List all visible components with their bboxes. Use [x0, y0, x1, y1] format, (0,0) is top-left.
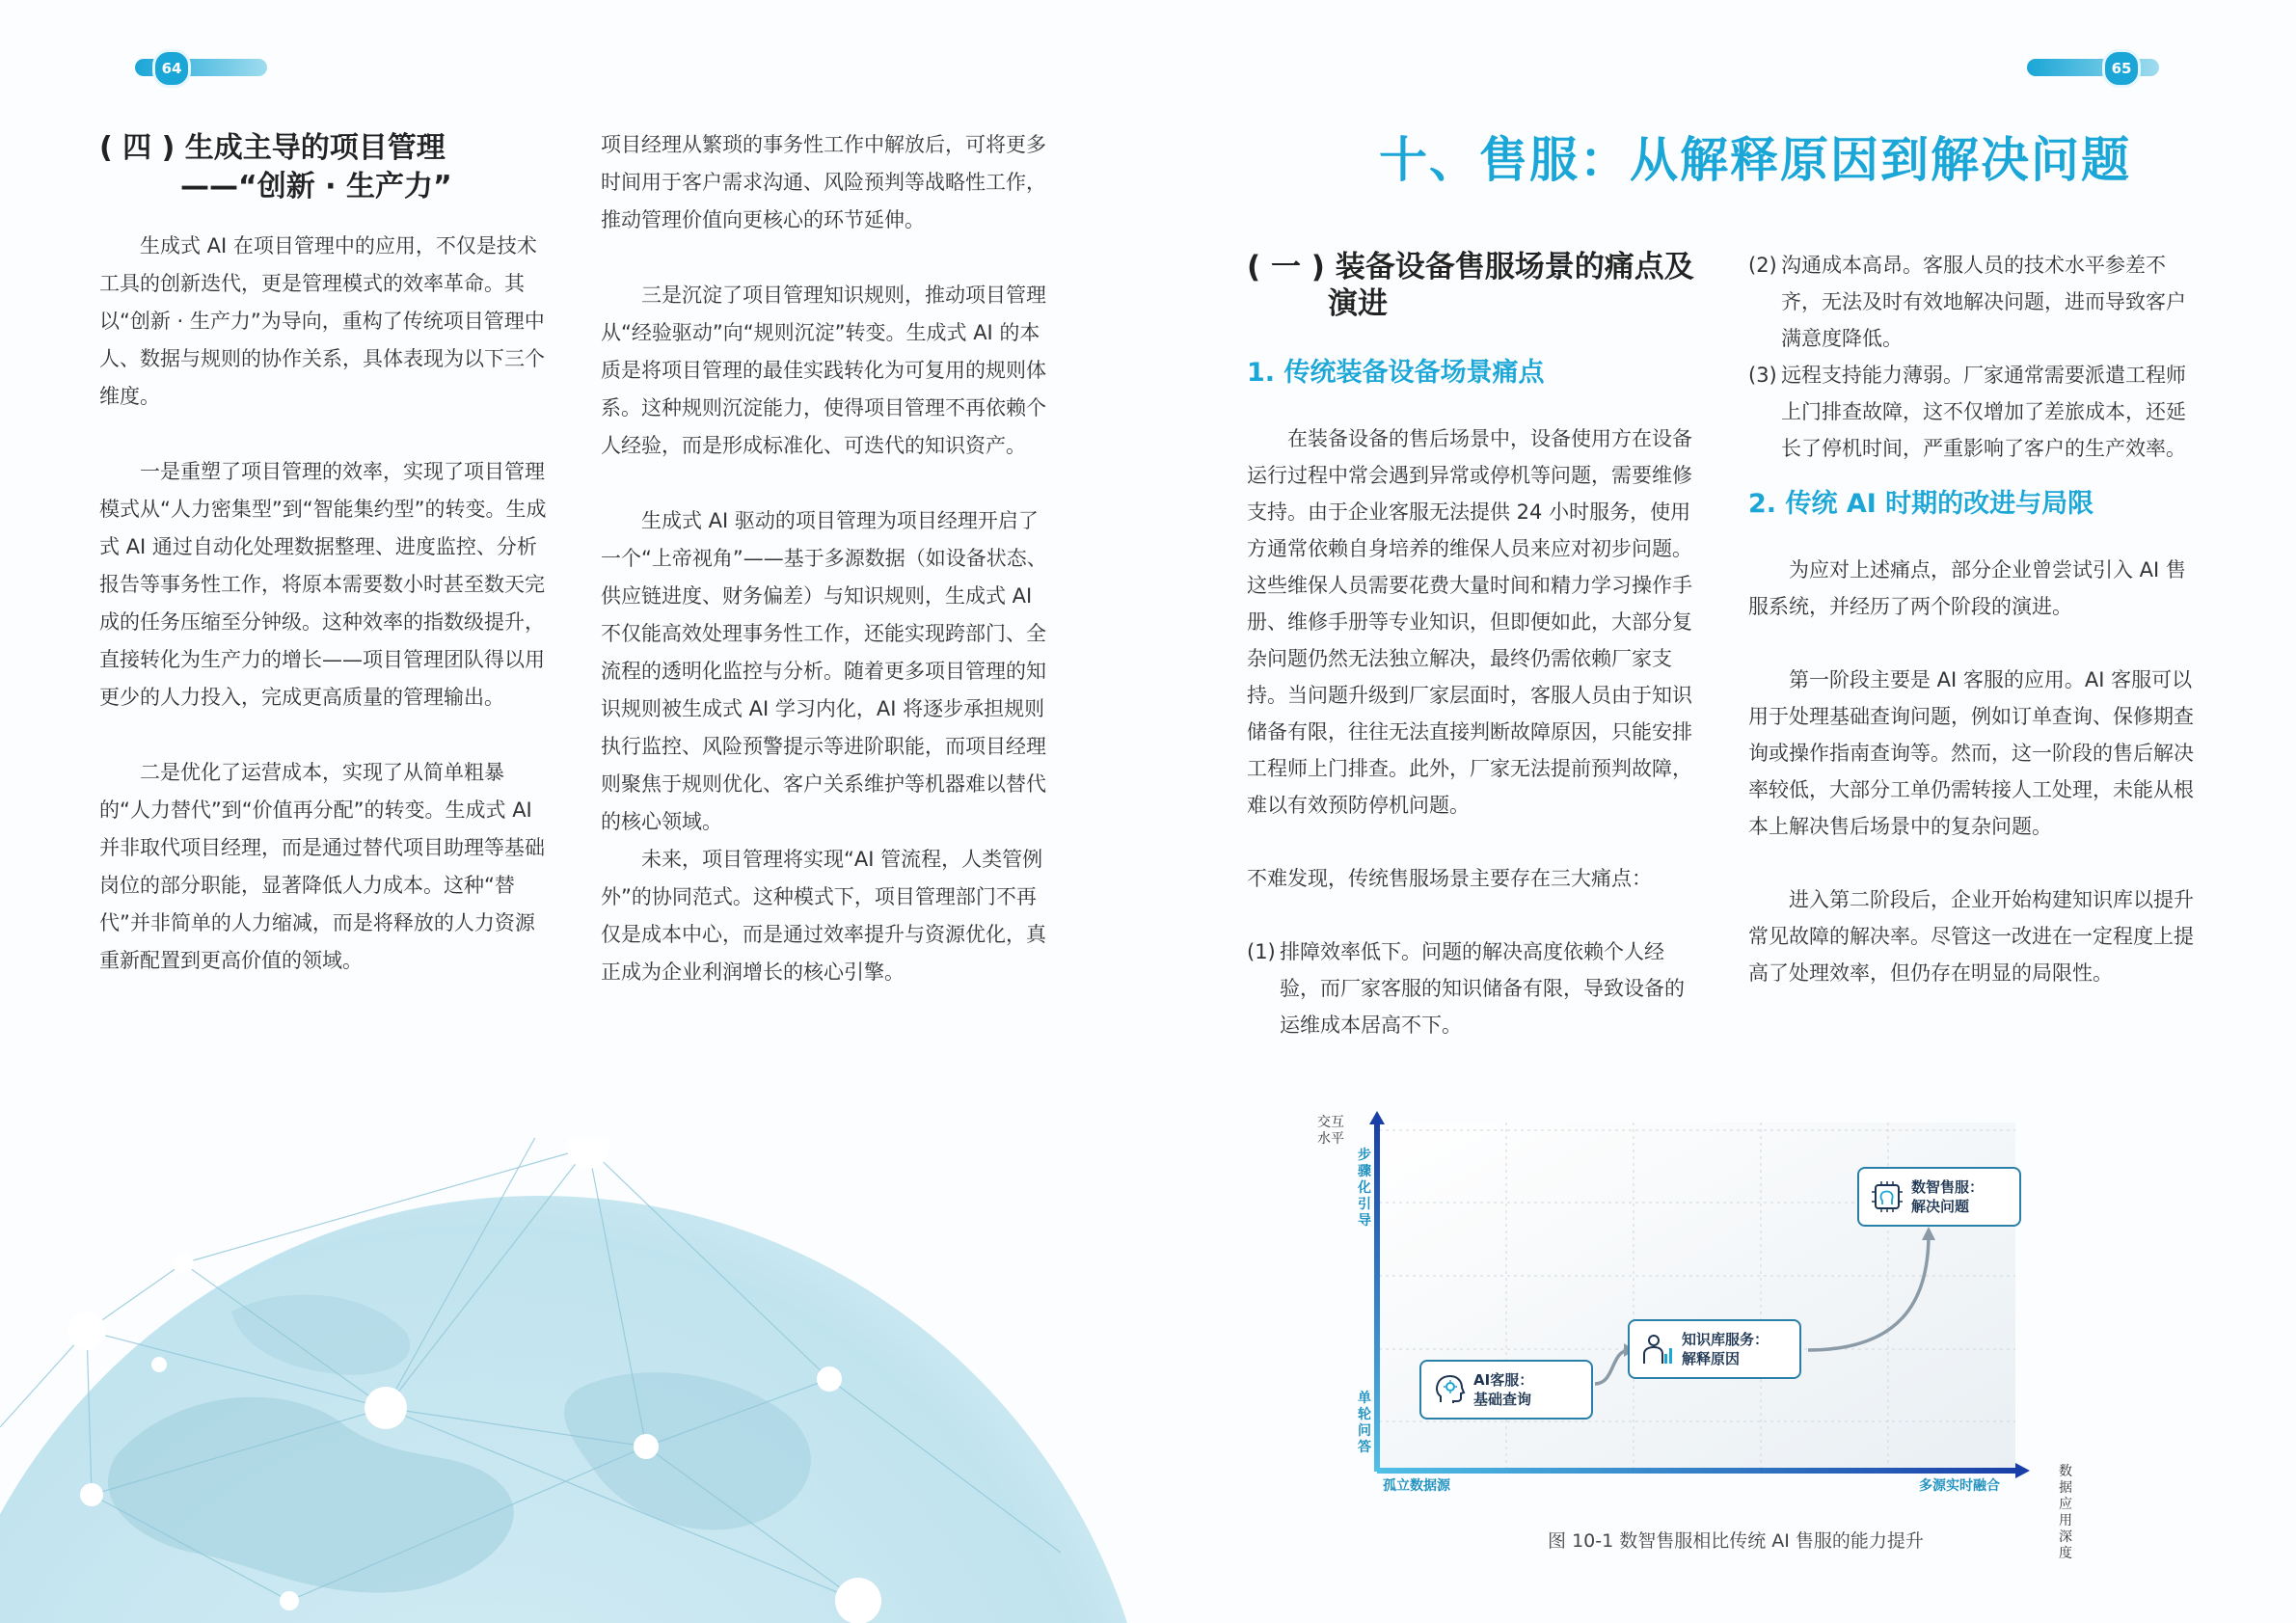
- y-axis-title: 交互水平: [1317, 1115, 1344, 1147]
- section-heading-1: [1247, 249, 1696, 322]
- paragraph: 二是优化了运营成本，实现了从简单粗暴的“人力替代”到“价值再分配”的转变。生成式 AI 并非取代项目经理，而是通过替代项目助理等基础岗位的部分职能，显著降低人力成本。这种“替代”并非简单的人力缩减，而是将释放的人力资源重新配置到更高价值的领域。: [99, 761, 545, 972]
- right-column-a: [1247, 249, 1696, 1043]
- node-ai-customer-service: [1419, 1360, 1593, 1420]
- chip-head-icon: [1871, 1180, 1904, 1213]
- globe-network-illustration: [0, 1138, 1196, 1623]
- left-column-1: [99, 129, 548, 1017]
- list-number: (2): [1748, 254, 1777, 277]
- section-heading-line2: 演进: [1328, 286, 1388, 321]
- node-smart-after-sales: [1857, 1167, 2021, 1227]
- paragraph: 一是重塑了项目管理的效率，实现了项目管理模式从“人力密集型”到“智能集约型”的转变。生成式 AI 通过自动化处理数据整理、进度监控、分析报告等事务性工作，将原本需要数小时甚至数天完成的任务压缩至分钟级。这种效率的指数级提升，直接转化为生产力的增长——项目管理团队得以用更少的人力投入，完成更高质量的管理输出。: [99, 460, 547, 709]
- ai-head-icon: [1433, 1373, 1466, 1406]
- node-knowledge-base: [1628, 1319, 1801, 1379]
- person-chart-icon: [1641, 1333, 1674, 1366]
- paragraph: 不难发现，传统售服场景主要存在三大痛点：: [1247, 867, 1652, 890]
- node-desc: 解释原因: [1682, 1350, 1741, 1367]
- list-number: (1): [1247, 940, 1276, 963]
- x-left-label: 孤立数据源: [1383, 1478, 1450, 1494]
- section-heading-line1: ( 一 ) 装备设备售服场景的痛点及: [1247, 250, 1694, 284]
- chapter-title: 十、售服：从解释原因到解决问题: [1379, 132, 2131, 188]
- paragraph: 为应对上述痛点，部分企业曾尝试引入 AI 售服系统，并经历了两个阶段的演进。: [1748, 558, 2186, 618]
- paragraph: 未来，项目管理将实现“AI 管流程，人类管例外”的协同范式。这种模式下，项目管理部门不再仅是成本中心，而是通过效率提升与资源优化，真正成为企业利润增长的核心引擎。: [601, 848, 1046, 984]
- node-title: 数智售服：: [1911, 1178, 1985, 1196]
- page-number-right: 65: [2102, 49, 2141, 88]
- right-column-b: [1748, 247, 2201, 1029]
- list-text: 沟通成本高昂。客服人员的技术水平参差不齐，无法及时有效地解决问题，进而导致客户满意度降低。: [1781, 254, 2186, 350]
- paragraph: 在装备设备的售后场景中，设备使用方在设备运行过程中常会遇到异常或停机等问题，需要维修支持。由于企业客服无法提供 24 小时服务，使用方通常依赖自身培养的维保人员来应对初步问题。这些维保人员需要花费大量时间和精力学习操作手册、维修手册等专业知识，但即便如此，大部分复杂问题仍然无法独立解决，最终仍需依赖厂家支持。当问题升级到厂家层面时，客服人员由于知识储备有限，往往无法直接判断故障原因，只能安排工程师上门排查。此外，厂家无法提前预判故障，难以有效预防停机问题。: [1247, 427, 1692, 817]
- list-text: 排障效率低下。问题的解决高度依赖个人经验，而厂家客服的知识储备有限，导致设备的运维成本居高不下。: [1280, 940, 1685, 1037]
- node-title: AI客服：: [1473, 1371, 1534, 1389]
- y-bottom-label: 单轮问答: [1358, 1391, 1371, 1455]
- section-heading-line2: ——“创新 · 生产力”: [180, 170, 452, 203]
- paragraph: 第一阶段主要是 AI 客服的应用。AI 客服可以用于处理基础查询问题，例如订单查询、保修期查询或操作指南查询等。然而，这一阶段的售后解决率较低，大部分工单仍需转接人工处理，未能从根本上解决售后场景中的复杂问题。: [1748, 668, 2194, 838]
- subheading-2: 2. 传统 AI 时期的改进与局限: [1748, 489, 2094, 519]
- figure-caption: 图 10-1 数智售服相比传统 AI 售服的能力提升: [1548, 1530, 1924, 1552]
- paragraph: 项目经理从繁琐的事务性工作中解放后，可将更多时间用于客户需求沟通、风险预判等战略性工作，推动管理价值向更核心的环节延伸。: [601, 133, 1046, 231]
- list-item: [1247, 933, 1696, 1043]
- x-axis-title: 数据应用深度: [2059, 1464, 2072, 1561]
- left-column-2: [601, 126, 1049, 1029]
- section-heading-4: [99, 129, 548, 206]
- list-text: 远程支持能力薄弱。厂家通常需要派遣工程师上门排查故障，这不仅增加了差旅成本，还延长了停机时间，严重影响了客户的生产效率。: [1781, 364, 2186, 460]
- x-right-label: 多源实时融合: [1919, 1478, 2000, 1494]
- paragraph: 生成式 AI 驱动的项目管理为项目经理开启了一个“上帝视角”——基于多源数据（如设备状态、供应链进度、财务偏差）与知识规则，生成式 AI 不仅能高效处理事务性工作，还能实现跨部门、全流程的透明化监控与分析。随着更多项目管理的知识规则被生成式 AI 学习内化，AI 将逐步承担规则执行监控、风险预警提示等进阶职能，而项目经理则聚焦于规则优化、客户关系维护等机器难以替代的核心领域。: [601, 509, 1047, 833]
- subheading-1: 1. 传统装备设备场景痛点: [1247, 358, 1545, 388]
- paragraph: 生成式 AI 在项目管理中的应用，不仅是技术工具的创新迭代，更是管理模式的效率革命。其以“创新 · 生产力”为导向，重构了传统项目管理中人、数据与规则的协作关系，具体表现为以下三个维度。: [99, 234, 545, 408]
- node-desc: 解决问题: [1911, 1198, 1970, 1215]
- list-item: [1748, 247, 2201, 357]
- list-number: (3): [1748, 364, 1777, 387]
- page-number-left: 64: [152, 49, 191, 88]
- y-top-label: 步骤化引导: [1358, 1148, 1371, 1229]
- section-heading-line1: ( 四 ) 生成主导的项目管理: [99, 131, 446, 165]
- paragraph: 进入第二阶段后，企业开始构建知识库以提升常见故障的解决率。尽管这一改进在一定程度上提高了处理效率，但仍存在明显的局限性。: [1748, 888, 2194, 985]
- node-title: 知识库服务：: [1682, 1331, 1769, 1348]
- paragraph: 三是沉淀了项目管理知识规则，推动项目管理从“经验驱动”向“规则沉淀”转变。生成式 AI 的本质是将项目管理的最佳实践转化为可复用的规则体系。这种规则沉淀能力，使得项目管理不再依赖个人经验，而是形成标准化、可迭代的知识资产。: [601, 284, 1046, 457]
- node-desc: 基础查询: [1473, 1391, 1532, 1408]
- list-item: [1748, 357, 2201, 467]
